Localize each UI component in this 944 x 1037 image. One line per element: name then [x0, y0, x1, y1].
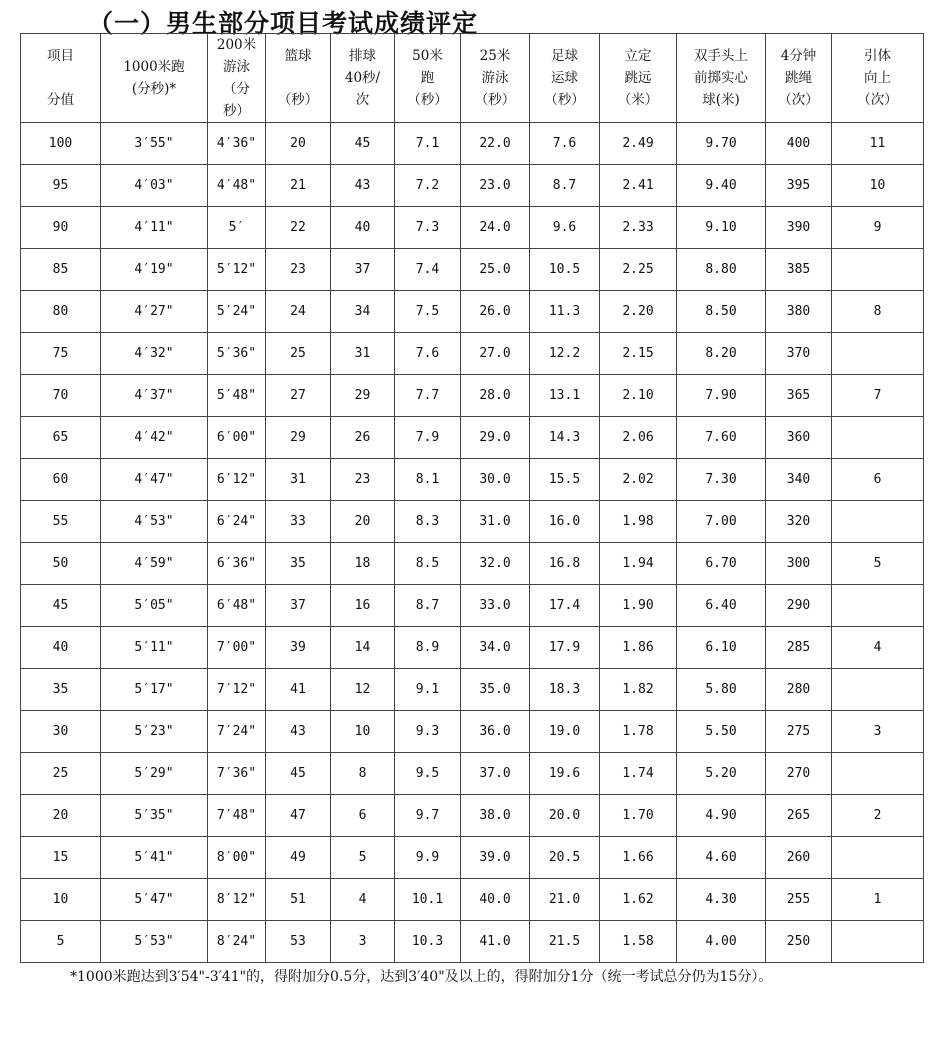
table-cell: 40.0 — [461, 879, 530, 921]
table-cell: 4′03" — [101, 165, 208, 207]
table-row — [21, 795, 924, 837]
column-header: 排球 40秒/ 次 — [331, 34, 395, 123]
table-cell: 36.0 — [461, 711, 530, 753]
table-cell: 340 — [766, 459, 832, 501]
table-cell: 7.60 — [677, 417, 766, 459]
table-cell: 1.82 — [600, 669, 677, 711]
table-cell: 30.0 — [461, 459, 530, 501]
table-cell: 8.7 — [530, 165, 600, 207]
table-cell: 37 — [266, 585, 331, 627]
table-cell: 49 — [266, 837, 331, 879]
table-row — [21, 417, 924, 459]
table-cell: 22 — [266, 207, 331, 249]
table-cell: 390 — [766, 207, 832, 249]
table-cell: 17.9 — [530, 627, 600, 669]
table-cell: 7.6 — [395, 333, 461, 375]
table-cell: 6 — [331, 795, 395, 837]
table-cell: 360 — [766, 417, 832, 459]
table-cell: 7′00" — [208, 627, 266, 669]
table-cell: 10 — [331, 711, 395, 753]
table-cell: 26 — [331, 417, 395, 459]
table-cell: 4′27" — [101, 291, 208, 333]
table-cell: 25.0 — [461, 249, 530, 291]
table-cell: 19.0 — [530, 711, 600, 753]
table-cell: 4′37" — [101, 375, 208, 417]
column-header: 篮球 （秒） — [266, 34, 331, 123]
table-row — [21, 333, 924, 375]
table-cell: 22.0 — [461, 123, 530, 165]
table-cell: 5′12" — [208, 249, 266, 291]
table-row — [21, 879, 924, 921]
table-cell: 4 — [331, 879, 395, 921]
table-cell: 265 — [766, 795, 832, 837]
column-header: 1000米跑 (分秒)* — [101, 34, 208, 123]
table-cell: 6.40 — [677, 585, 766, 627]
table-cell: 5′29" — [101, 753, 208, 795]
table-cell: 2.15 — [600, 333, 677, 375]
table-cell: 2.25 — [600, 249, 677, 291]
table-cell: 6′36" — [208, 543, 266, 585]
table-cell: 2.41 — [600, 165, 677, 207]
table-cell: 24 — [266, 291, 331, 333]
table-cell: 12.2 — [530, 333, 600, 375]
table-cell: 7.90 — [677, 375, 766, 417]
table-cell: 50 — [21, 543, 101, 585]
table-cell: 8.7 — [395, 585, 461, 627]
table-cell: 8′24" — [208, 921, 266, 963]
table-cell: 33 — [266, 501, 331, 543]
table-cell: 31.0 — [461, 501, 530, 543]
table-cell: 2.33 — [600, 207, 677, 249]
table-cell: 5 — [331, 837, 395, 879]
table-cell: 29 — [266, 417, 331, 459]
table-cell: 4.60 — [677, 837, 766, 879]
table-cell: 4′48" — [208, 165, 266, 207]
table-row — [21, 627, 924, 669]
table-cell: 5 — [21, 921, 101, 963]
table-cell: 4′47" — [101, 459, 208, 501]
table-cell: 1.58 — [600, 921, 677, 963]
table-cell: 47 — [266, 795, 331, 837]
table-cell: 6.70 — [677, 543, 766, 585]
table-cell: 9.1 — [395, 669, 461, 711]
table-cell: 6 — [832, 459, 924, 501]
table-cell: 4′59" — [101, 543, 208, 585]
table-cell — [832, 585, 924, 627]
table-cell: 7′12" — [208, 669, 266, 711]
table-cell: 17.4 — [530, 585, 600, 627]
table-cell — [832, 921, 924, 963]
table-cell — [832, 837, 924, 879]
table-cell: 1.98 — [600, 501, 677, 543]
table-cell: 8 — [331, 753, 395, 795]
table-cell: 8.5 — [395, 543, 461, 585]
table-cell: 4′32" — [101, 333, 208, 375]
table-cell: 7′36" — [208, 753, 266, 795]
table-cell: 21.0 — [530, 879, 600, 921]
table-cell: 5′41" — [101, 837, 208, 879]
table-cell: 7.6 — [530, 123, 600, 165]
table-cell: 90 — [21, 207, 101, 249]
table-cell: 23 — [331, 459, 395, 501]
table-cell: 1.74 — [600, 753, 677, 795]
score-table — [20, 33, 924, 963]
table-cell: 10 — [21, 879, 101, 921]
table-cell — [832, 501, 924, 543]
table-cell: 9.9 — [395, 837, 461, 879]
table-cell: 35 — [266, 543, 331, 585]
table-cell: 285 — [766, 627, 832, 669]
table-cell — [832, 417, 924, 459]
table-cell: 2 — [832, 795, 924, 837]
table-cell: 40 — [21, 627, 101, 669]
table-cell: 23.0 — [461, 165, 530, 207]
table-row — [21, 711, 924, 753]
table-body — [21, 123, 924, 963]
table-cell: 400 — [766, 123, 832, 165]
column-header: 25米 游泳 （秒） — [461, 34, 530, 123]
table-cell: 5.50 — [677, 711, 766, 753]
table-cell: 34.0 — [461, 627, 530, 669]
table-cell: 33.0 — [461, 585, 530, 627]
table-row — [21, 249, 924, 291]
table-row — [21, 669, 924, 711]
table-cell: 6′48" — [208, 585, 266, 627]
table-row — [21, 921, 924, 963]
table-cell: 15 — [21, 837, 101, 879]
table-cell: 37 — [331, 249, 395, 291]
table-cell: 9.5 — [395, 753, 461, 795]
table-cell: 39 — [266, 627, 331, 669]
table-cell: 2.49 — [600, 123, 677, 165]
table-cell: 1 — [832, 879, 924, 921]
table-cell: 20 — [266, 123, 331, 165]
table-cell: 1.70 — [600, 795, 677, 837]
table-cell: 10.3 — [395, 921, 461, 963]
table-cell: 7.2 — [395, 165, 461, 207]
table-cell: 4.30 — [677, 879, 766, 921]
table-cell: 260 — [766, 837, 832, 879]
table-cell: 25 — [266, 333, 331, 375]
table-cell: 6′12" — [208, 459, 266, 501]
table-cell: 12 — [331, 669, 395, 711]
table-cell: 7 — [832, 375, 924, 417]
table-cell: 1.62 — [600, 879, 677, 921]
table-cell: 9.70 — [677, 123, 766, 165]
table-cell: 1.86 — [600, 627, 677, 669]
table-cell: 29.0 — [461, 417, 530, 459]
table-cell: 5′05" — [101, 585, 208, 627]
table-row — [21, 207, 924, 249]
table-row — [21, 585, 924, 627]
table-cell: 11.3 — [530, 291, 600, 333]
table-cell: 10.5 — [530, 249, 600, 291]
table-cell — [832, 669, 924, 711]
table-cell: 6.10 — [677, 627, 766, 669]
table-cell: 8 — [832, 291, 924, 333]
table-cell: 7.3 — [395, 207, 461, 249]
table-cell: 5′35" — [101, 795, 208, 837]
table-cell: 19.6 — [530, 753, 600, 795]
table-cell: 1.78 — [600, 711, 677, 753]
table-cell: 7.5 — [395, 291, 461, 333]
table-cell: 21 — [266, 165, 331, 207]
table-cell: 14.3 — [530, 417, 600, 459]
table-cell: 35.0 — [461, 669, 530, 711]
table-cell: 18.3 — [530, 669, 600, 711]
table-cell: 9.10 — [677, 207, 766, 249]
table-row — [21, 375, 924, 417]
table-cell: 2.02 — [600, 459, 677, 501]
table-cell: 5′47" — [101, 879, 208, 921]
table-cell: 370 — [766, 333, 832, 375]
table-cell: 8.1 — [395, 459, 461, 501]
table-cell: 45 — [21, 585, 101, 627]
table-cell: 40 — [331, 207, 395, 249]
table-cell: 5′36" — [208, 333, 266, 375]
table-cell: 1.90 — [600, 585, 677, 627]
table-cell: 7.4 — [395, 249, 461, 291]
table-cell: 100 — [21, 123, 101, 165]
column-header: 4分钟 跳绳 （次） — [766, 34, 832, 123]
table-cell: 75 — [21, 333, 101, 375]
table-row — [21, 291, 924, 333]
table-cell: 4′11" — [101, 207, 208, 249]
table-row — [21, 459, 924, 501]
table-cell: 65 — [21, 417, 101, 459]
table-cell: 2.06 — [600, 417, 677, 459]
table-cell: 4′42" — [101, 417, 208, 459]
table-cell: 31 — [266, 459, 331, 501]
table-row — [21, 501, 924, 543]
table-cell: 365 — [766, 375, 832, 417]
table-cell — [832, 333, 924, 375]
table-cell: 5′11" — [101, 627, 208, 669]
table-cell: 5′53" — [101, 921, 208, 963]
table-cell: 3 — [832, 711, 924, 753]
table-cell: 11 — [832, 123, 924, 165]
table-cell: 14 — [331, 627, 395, 669]
column-header: 立定 跳远 （米） — [600, 34, 677, 123]
table-cell: 1.94 — [600, 543, 677, 585]
table-cell: 80 — [21, 291, 101, 333]
table-cell: 280 — [766, 669, 832, 711]
table-cell: 7.00 — [677, 501, 766, 543]
table-cell: 8.9 — [395, 627, 461, 669]
table-cell: 7.30 — [677, 459, 766, 501]
table-cell: 43 — [266, 711, 331, 753]
table-cell: 8.80 — [677, 249, 766, 291]
table-row — [21, 165, 924, 207]
table-cell: 16 — [331, 585, 395, 627]
table-cell: 5 — [832, 543, 924, 585]
table-cell: 30 — [21, 711, 101, 753]
table-cell: 5′24" — [208, 291, 266, 333]
table-cell: 29 — [331, 375, 395, 417]
table-cell: 300 — [766, 543, 832, 585]
table-cell: 27.0 — [461, 333, 530, 375]
table-cell: 395 — [766, 165, 832, 207]
table-cell: 5′ — [208, 207, 266, 249]
table-cell: 9.7 — [395, 795, 461, 837]
table-cell: 53 — [266, 921, 331, 963]
table-cell: 39.0 — [461, 837, 530, 879]
table-cell: 43 — [331, 165, 395, 207]
table-cell: 8′00" — [208, 837, 266, 879]
table-cell: 255 — [766, 879, 832, 921]
table-cell: 16.8 — [530, 543, 600, 585]
table-cell: 5′23" — [101, 711, 208, 753]
table-cell: 275 — [766, 711, 832, 753]
table-cell: 4.00 — [677, 921, 766, 963]
table-cell: 31 — [331, 333, 395, 375]
table-cell: 270 — [766, 753, 832, 795]
table-cell: 4′53" — [101, 501, 208, 543]
column-header: 足球 运球 （秒） — [530, 34, 600, 123]
table-cell — [832, 249, 924, 291]
table-cell: 35 — [21, 669, 101, 711]
table-cell: 7′24" — [208, 711, 266, 753]
table-cell: 85 — [21, 249, 101, 291]
table-cell: 16.0 — [530, 501, 600, 543]
table-row — [21, 543, 924, 585]
column-header: 50米 跑 （秒） — [395, 34, 461, 123]
table-cell: 320 — [766, 501, 832, 543]
table-cell: 4.90 — [677, 795, 766, 837]
table-cell: 55 — [21, 501, 101, 543]
table-cell: 4′19" — [101, 249, 208, 291]
column-header: 双手头上 前掷实心 球(米) — [677, 34, 766, 123]
table-cell: 45 — [266, 753, 331, 795]
table-header-row — [21, 34, 924, 123]
table-cell: 4′36" — [208, 123, 266, 165]
column-header: 200米 游泳 （分 秒） — [208, 34, 266, 123]
table-cell: 13.1 — [530, 375, 600, 417]
table-cell: 2.10 — [600, 375, 677, 417]
page-title: （一）男生部分项目考试成绩评定 — [88, 9, 479, 38]
table-cell: 290 — [766, 585, 832, 627]
table-cell: 4 — [832, 627, 924, 669]
table-cell: 45 — [331, 123, 395, 165]
table-cell: 18 — [331, 543, 395, 585]
table-cell: 7.9 — [395, 417, 461, 459]
table-cell — [832, 753, 924, 795]
table-cell: 15.5 — [530, 459, 600, 501]
table-cell: 3′55" — [101, 123, 208, 165]
table-cell: 23 — [266, 249, 331, 291]
table-cell: 38.0 — [461, 795, 530, 837]
table-cell: 5.80 — [677, 669, 766, 711]
table-cell: 6′24" — [208, 501, 266, 543]
table-cell: 26.0 — [461, 291, 530, 333]
table-cell: 8.20 — [677, 333, 766, 375]
table-cell: 41.0 — [461, 921, 530, 963]
table-cell: 41 — [266, 669, 331, 711]
table-cell: 20.0 — [530, 795, 600, 837]
table-cell: 51 — [266, 879, 331, 921]
table-cell: 6′00" — [208, 417, 266, 459]
table-cell: 34 — [331, 291, 395, 333]
table-cell: 250 — [766, 921, 832, 963]
table-cell: 32.0 — [461, 543, 530, 585]
table-cell: 385 — [766, 249, 832, 291]
table-cell: 20.5 — [530, 837, 600, 879]
table-cell: 25 — [21, 753, 101, 795]
table-cell: 380 — [766, 291, 832, 333]
table-cell: 21.5 — [530, 921, 600, 963]
table-cell: 8′12" — [208, 879, 266, 921]
table-cell: 5.20 — [677, 753, 766, 795]
table-cell: 3 — [331, 921, 395, 963]
table-cell: 9.6 — [530, 207, 600, 249]
table-cell: 8.50 — [677, 291, 766, 333]
column-header: 引体 向上 （次） — [832, 34, 924, 123]
table-row — [21, 837, 924, 879]
table-cell: 95 — [21, 165, 101, 207]
table-row — [21, 753, 924, 795]
table-cell: 20 — [21, 795, 101, 837]
table-cell: 24.0 — [461, 207, 530, 249]
table-cell: 60 — [21, 459, 101, 501]
table-cell: 7.1 — [395, 123, 461, 165]
table-cell: 37.0 — [461, 753, 530, 795]
footnote: *1000米跑达到3′54"-3′41"的，得附加分0.5分，达到3′40"及以上的，得附加分1分（统一考试总分仍为15分）。 — [70, 969, 773, 985]
table-cell: 2.20 — [600, 291, 677, 333]
column-header: 项目 分值 — [21, 34, 101, 123]
table-cell: 9.40 — [677, 165, 766, 207]
table-cell: 28.0 — [461, 375, 530, 417]
table-row — [21, 123, 924, 165]
table-cell: 1.66 — [600, 837, 677, 879]
table-cell: 8.3 — [395, 501, 461, 543]
table-cell: 10.1 — [395, 879, 461, 921]
table-cell: 7.7 — [395, 375, 461, 417]
table-cell: 9 — [832, 207, 924, 249]
table-cell: 7′48" — [208, 795, 266, 837]
table-cell: 27 — [266, 375, 331, 417]
table-cell: 70 — [21, 375, 101, 417]
table-cell: 10 — [832, 165, 924, 207]
table-cell: 5′48" — [208, 375, 266, 417]
table-cell: 9.3 — [395, 711, 461, 753]
table-cell: 20 — [331, 501, 395, 543]
table-cell: 5′17" — [101, 669, 208, 711]
